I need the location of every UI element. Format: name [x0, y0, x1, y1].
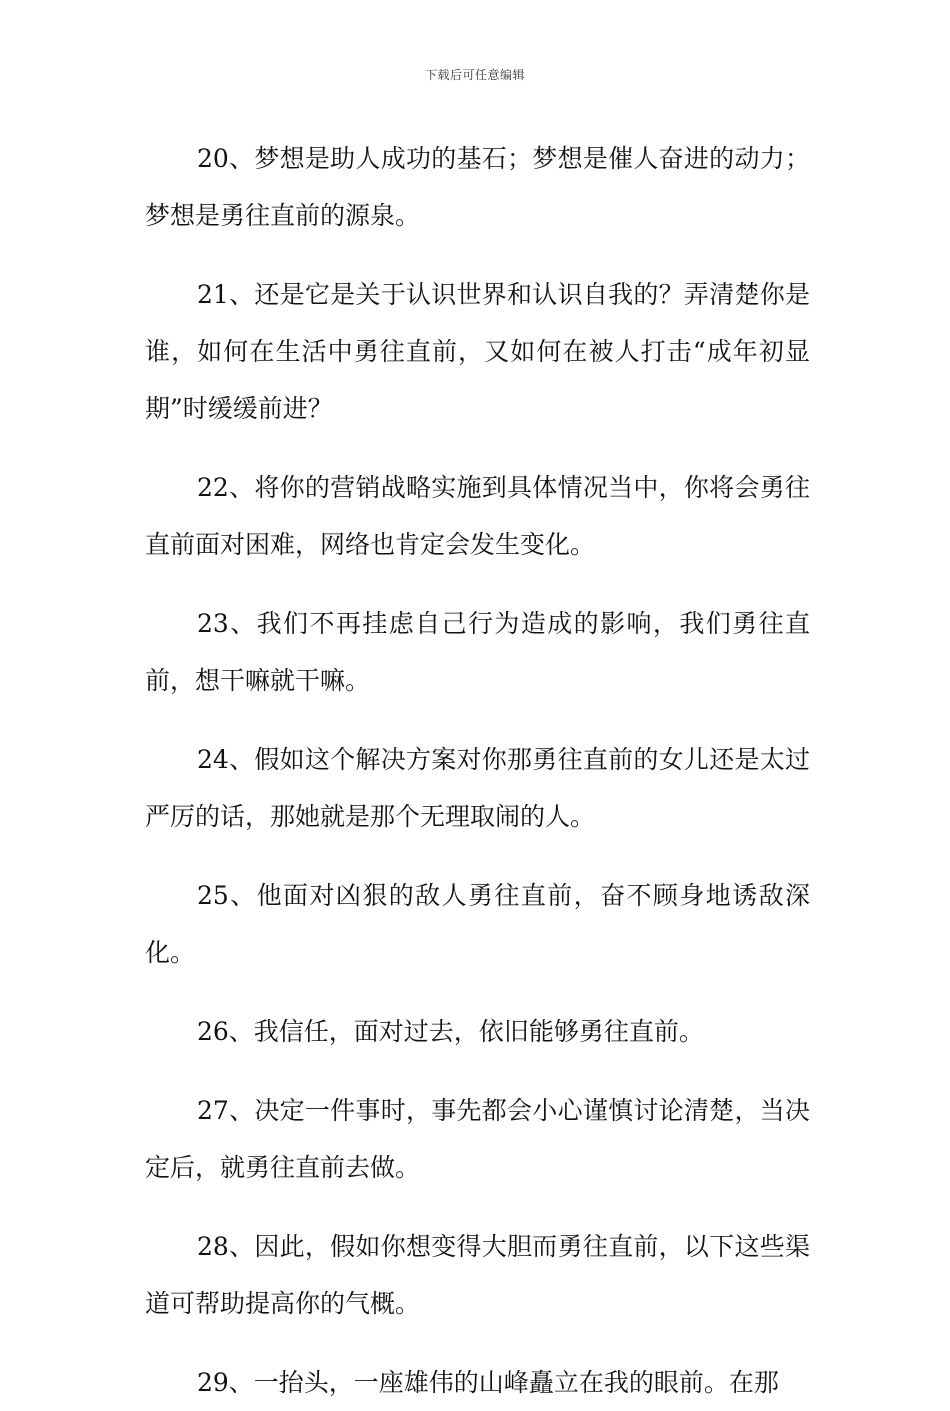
- paragraph-29: 29、一抬头，一座雄伟的山峰矗立在我的眼前。在那: [197, 1368, 779, 1397]
- document-body: [145, 130, 810, 1411]
- page-header: 下载后可任意编辑: [424, 68, 525, 82]
- paragraph-25: 25、他面对凶狠的敌人勇往直前，奋不顾身地诱敌深化。: [145, 881, 810, 967]
- paragraph-26: 26、我信任，面对过去，依旧能够勇往直前。: [197, 1017, 704, 1046]
- paragraph-21: 21、还是它是关于认识世界和认识自我的？弄清楚你是谁，如何在生活中勇往直前，又如何在被人打击“成年初显期”时缓缓前进？: [145, 280, 810, 423]
- paragraph-24: 24、假如这个解决方案对你那勇往直前的女儿还是太过严厉的话，那她就是那个无理取闹的人。: [145, 745, 810, 831]
- paragraph-23: 23、我们不再挂虑自己行为造成的影响，我们勇往直前，想干嘛就干嘛。: [145, 609, 810, 695]
- paragraph-20: 20、梦想是助人成功的基石；梦想是催人奋进的动力；梦想是勇往直前的源泉。: [145, 144, 810, 230]
- paragraph-27: 27、决定一件事时，事先都会小心谨慎讨论清楚，当决定后，就勇往直前去做。: [145, 1096, 810, 1182]
- paragraph-22: 22、将你的营销战略实施到具体情况当中，你将会勇往直前面对困难，网络也肯定会发生变化。: [145, 473, 810, 559]
- paragraph-28: 28、因此，假如你想变得大胆而勇往直前，以下这些渠道可帮助提高你的气概。: [145, 1232, 810, 1318]
